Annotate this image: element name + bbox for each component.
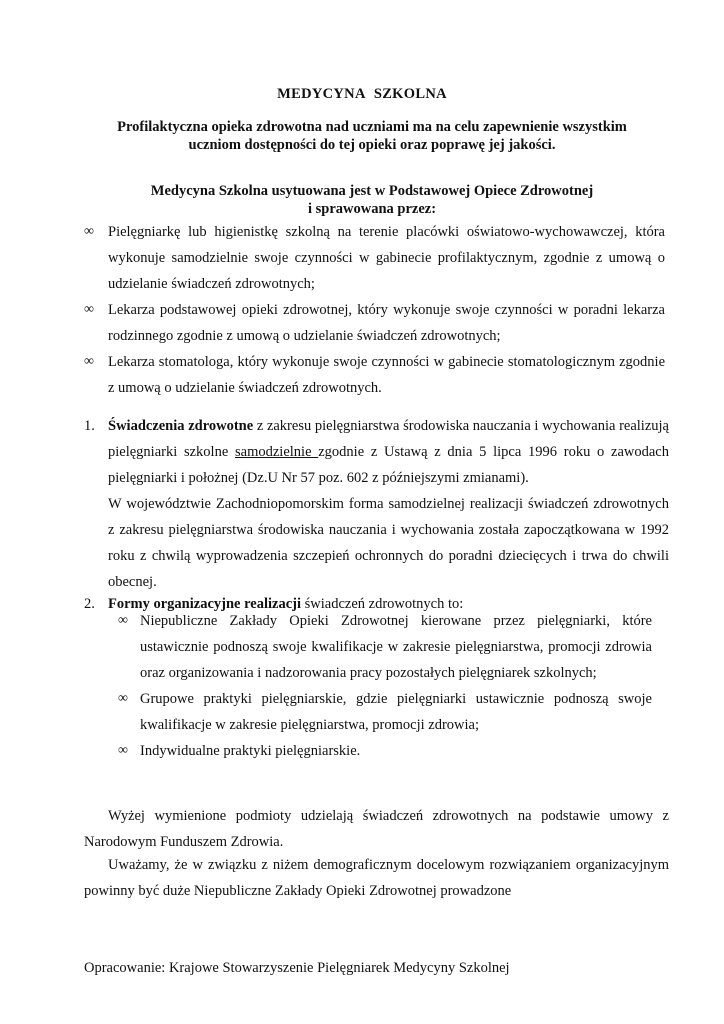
list-item <box>80 349 665 401</box>
item-text: świadczeń zdrowotnych to: <box>301 596 464 612</box>
page-title: MEDYCYNA SZKOLNA <box>277 86 447 102</box>
section-heading-line-2: i sprawowana przez: <box>307 201 437 217</box>
infinity-bullet-icon: ∞ <box>84 224 94 239</box>
list-item-text: Lekarza podstawowej opieki zdrowotnej, który wykonuje swoje czynności w poradni lekarza rodzinnego zgodnie z umową o udzielanie świadczeń zdrowotnych; <box>108 302 665 344</box>
list-item-text: Grupowe praktyki pielęgniarskie, gdzie pielęgniarki ustawicznie podnoszą swoje kwalifikacje w zakresie pielęgniarstwa, promocji zdrowia; <box>140 691 652 733</box>
item-text: zgodnie z Ustawą z dnia 5 lipca 1996 roku o zawodach pielęgniarki i położnej (Dz.U Nr 57 poz. 602 z późniejszymi zmianami). <box>108 444 669 486</box>
list-item <box>116 686 652 738</box>
numbered-item-1 <box>84 413 669 595</box>
list-item-text: Niepubliczne Zakłady Opieki Zdrowotnej kierowane przez pielęgniarki, które ustawicznie podnoszą swoje kwalifikacje w zakresie pielęgniarstwa, promocji zdrowia oraz organizowania i nadzorowania pracy pozostałych pielęgniarek szkolnych; <box>140 613 652 681</box>
list-item <box>80 297 665 349</box>
infinity-bullet-icon: ∞ <box>118 691 128 706</box>
list-item-text: Indywidualne praktyki pielęgniarskie. <box>140 743 361 759</box>
section-heading <box>92 182 652 218</box>
list-item-text: Lekarza stomatologa, który wykonuje swoje czynności w gabinecie stomatologicznym zgodnie z umową o udzielanie świadczeń zdrowotnych. <box>108 354 665 396</box>
providers-list <box>80 219 665 401</box>
item-body <box>108 413 669 595</box>
paragraph-conclusion: Uważamy, że w związku z niżem demograficznym docelowym rozwiązaniem organizacyjnym powinny być duże Niepubliczne Zakłady Opieki Zdrowotnej prowadzone <box>84 857 669 899</box>
page-footer: Opracowanie: Krajowe Stowarzyszenie Pielęgniarek Medycyny Szkolnej <box>84 960 510 976</box>
section-heading-line-1: Medycyna Szkolna usytuowana jest w Podstawowej Opiece Zdrowotnej <box>150 183 594 199</box>
item-text: z zakresu pielęgniarstwa środowiska nauczania i wychowania realizują pielęgniarki szkolne <box>108 418 669 460</box>
forms-list <box>116 608 652 764</box>
item-number: 1. <box>84 418 95 434</box>
list-item <box>116 738 652 764</box>
paragraph-nfz: Wyżej wymienione podmioty udzielają świadczeń zdrowotnych na podstawie umowy z Narodowym Funduszem Zdrowia. <box>84 808 669 850</box>
infinity-bullet-icon: ∞ <box>118 613 128 628</box>
intro-paragraph: Profilaktyczna opieka zdrowotna nad uczniami ma na celu zapewnienie wszystkim uczniom dostępności do tej opieki oraz poprawę jej jakości. <box>117 119 627 153</box>
infinity-bullet-icon: ∞ <box>118 743 128 758</box>
item-heading: Formy organizacyjne realizacji <box>108 596 301 612</box>
list-item <box>80 219 665 297</box>
item-number: 2. <box>84 596 95 612</box>
underlined-term: samodzielnie <box>235 444 319 460</box>
infinity-bullet-icon: ∞ <box>84 302 94 317</box>
list-item <box>116 608 652 686</box>
item-text-continued: W województwie Zachodniopomorskim forma samodzielnej realizacji świadczeń zdrowotnych z zakresu pielęgniarstwa środowiska nauczania i wychowania została zapoczątkowana w 1992 roku z chwilą wyprowadzenia szczepień ochronnych do poradni dziecięcych i trwa do chwili obecnej. <box>108 496 669 590</box>
list-item-text: Pielęgniarkę lub higienistkę szkolną na terenie placówki oświatowo-wychowawczej, która wykonuje samodzielnie swoje czynności w gabinecie profilaktycznym, zgodnie z umową o udzielanie świadczeń zdrowotnych; <box>108 224 665 292</box>
infinity-bullet-icon: ∞ <box>84 354 94 369</box>
item-heading: Świadczenia zdrowotne <box>108 418 254 434</box>
